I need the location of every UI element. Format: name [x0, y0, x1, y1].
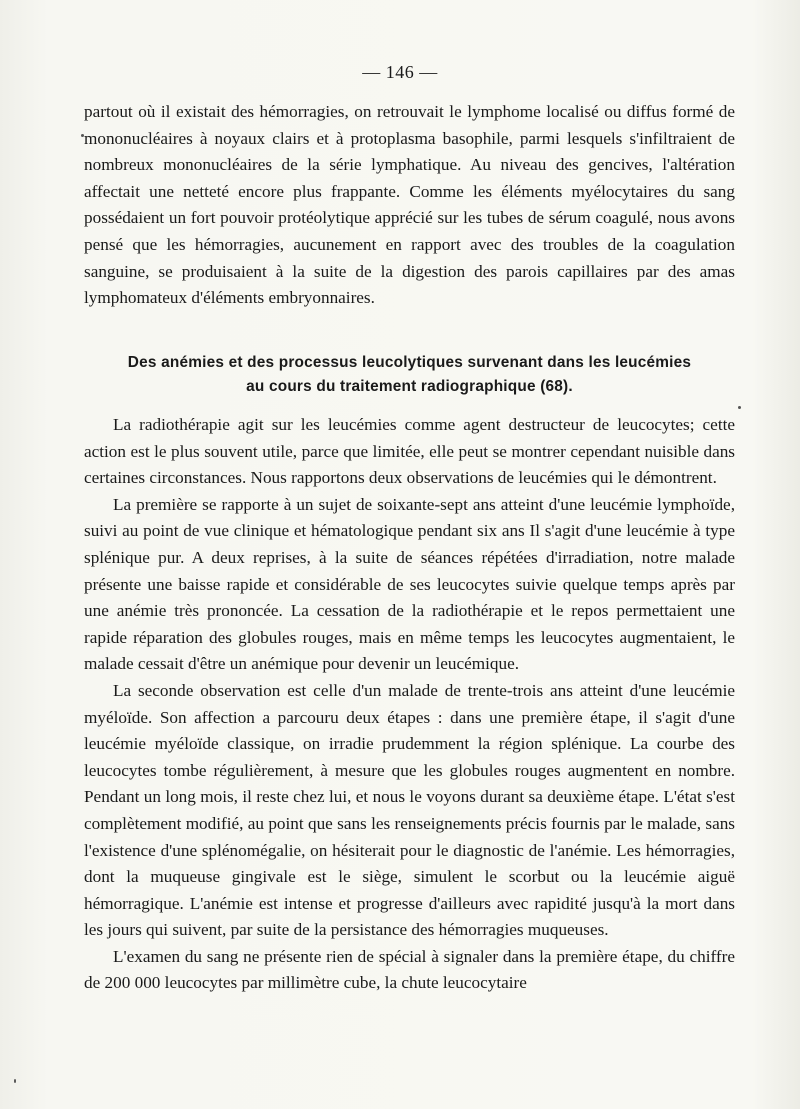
section-title [84, 351, 735, 399]
section-title-line-1: Des anémies et des processus leucolytiques survenant dans les leucémies [127, 354, 692, 371]
paragraph: La seconde observation est celle d'un malade de trente-trois ans atteint d'une leucémie myéloïde. Son affection a parcouru deux étapes : dans une première étape, il s'agit d'une leucémie myéloïde classique, on irradie prudemment la région splénique. La courbe des leucocytes tombe régulièrement, à mesure que les globules rouges augmentent en nombre. Pendant un long mois, il reste chez lui, et nous le voyons durant sa deuxième étape. L'état s'est complètement modifié, au point que sans les renseignements précis fournis par le malade, sans l'existence d'une splénomégalie, on hésiterait pour le diagnostic de l'anémie. Les hémorragies, dont la muqueuse gingivale est le siège, simulent le scorbut ou la leucémie aiguë hémorragique. L'anémie est intense et progresse d'ailleurs avec rapidité jusqu'à la mort dans les jours qui suivent, par suite de la persistance des hémorragies muqueuses. [84, 680, 735, 940]
ink-speck [14, 1079, 16, 1083]
ink-speck [81, 134, 84, 137]
text-block-intro [84, 99, 735, 312]
paragraph: La première se rapporte à un sujet de soixante-sept ans atteint d'une leucémie lymphoïde, suivi au point de vue clinique et hématologique pendant six ans Il s'agit d'une leucémie à type splénique pur. A deux reprises, à la suite de séances répétées d'irradiation, notre malade présente une baisse rapide et considérable de ses leucocytes suivie quelque temps après par une anémie très prononcée. La cessation de la radiothérapie et le repos permettaient une rapide réparation des globules rouges, mais en même temps les leucocytes augmentaient, le malade cessait d'être un anémique pour devenir un leucémique. [84, 494, 735, 674]
page-number: — 146 — [362, 62, 438, 82]
ink-speck [738, 406, 741, 409]
paragraph: La radiothérapie agit sur les leucémies comme agent destructeur de leucocytes; cette action est le plus souvent utile, parce que limitée, elle peut se montrer cependant nuisible dans certaines circonstances. Nous rapportons deux observations de leucémies qui le démontrent. [84, 415, 735, 488]
text-block-section [84, 412, 735, 997]
paragraph: partout où il existait des hémorragies, on retrouvait le lymphome localisé ou diffus formé de mononucléaires à noyaux clairs et à protoplasma basophile, parmi lesquels s'infiltraient de nombreux mononucléaires de la série lymphatique. Au niveau des gencives, l'altération affectait une netteté encore plus frappante. Comme les éléments myélocytaires du sang possédaient un fort pouvoir protéolytique apprécié sur les tubes de sérum coagulé, nous avons pensé que les hémorragies, aucunement en rapport avec des troubles de la coagulation sanguine, se produisaient à la suite de la digestion des parois capillaires par des amas lymphomateux d'éléments embryonnaires. [84, 102, 735, 308]
section-title-line-2: au cours du traitement radiographique (68). [246, 378, 573, 395]
paragraph: L'examen du sang ne présente rien de spécial à signaler dans la première étape, du chiffre de 200 000 leucocytes par millimètre cube, la chute leucocytaire [84, 946, 735, 993]
